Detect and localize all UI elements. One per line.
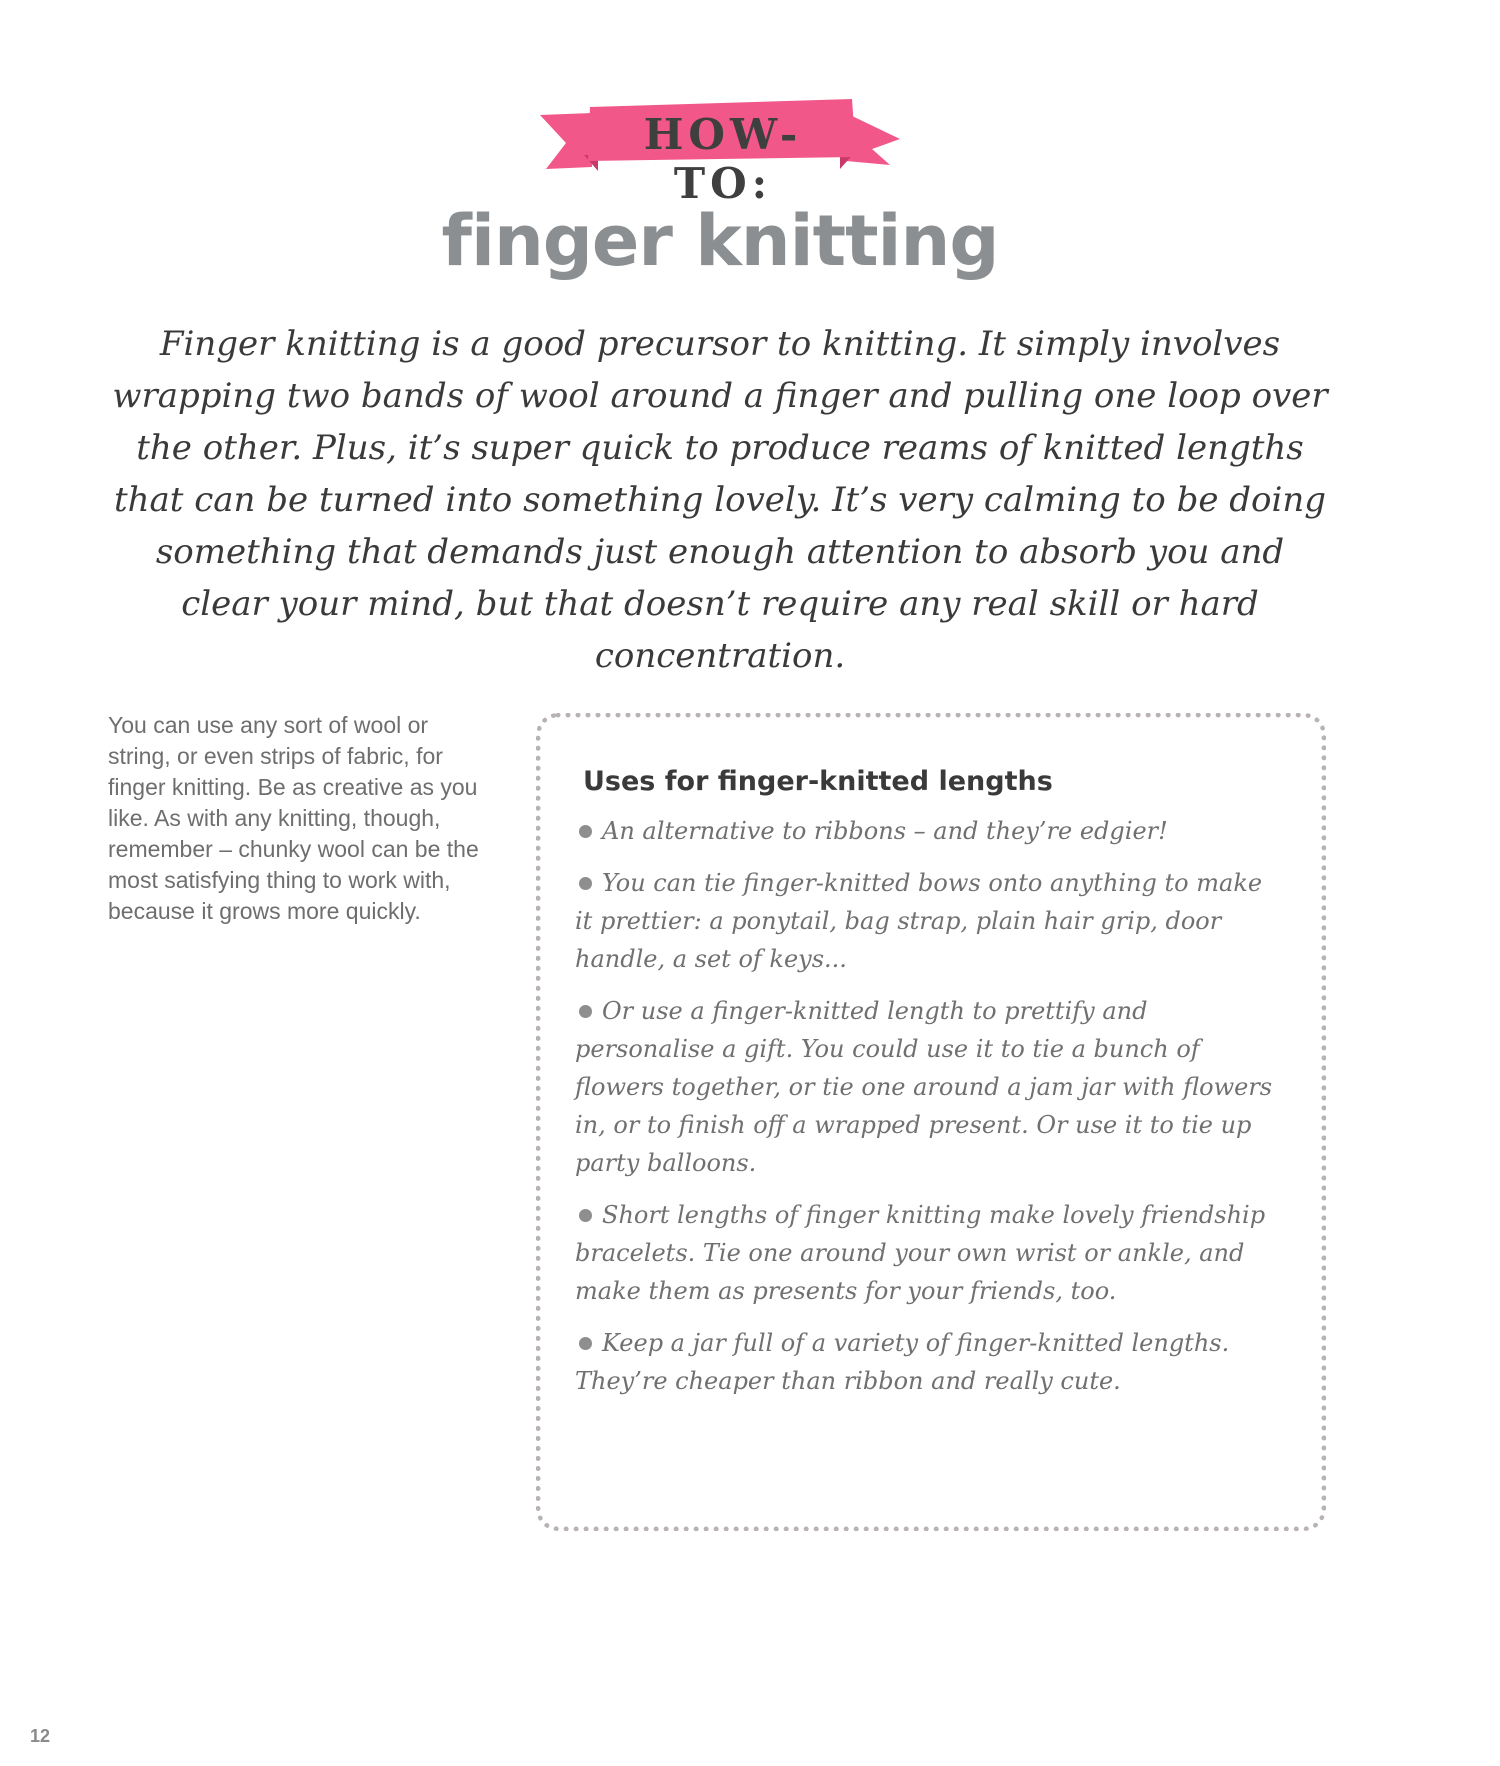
- list-item-text: Or use a finger-knitted length to prettify and personalise a gift. You could use it to tie a bunch of flowers together, or tie one around a jam jar with flowers in, or to finish off a wrapped present. Or use it to tie up party balloons.: [575, 997, 1273, 1177]
- uses-list: [575, 812, 1275, 1414]
- intro-paragraph: Finger knitting is a good precursor to knitting. It simply involves wrapping two bands of wool around a finger and pulling one loop over the other. Plus, it’s super quick to produce reams of knitted lengths that can be turned into something lovely. It’s very calming to be doing something that demands just enough attention to absorb you and clear your mind, but that doesn’t require any real skill or hard concentration.: [112, 324, 1328, 676]
- bullet-icon: [579, 825, 592, 838]
- uses-box-title: Uses for finger-knitted lengths: [583, 766, 1053, 797]
- list-item-text: You can tie finger-knitted bows onto anything to make it prettier: a ponytail, bag strap, plain hair grip, door handle, a set of keys...: [575, 869, 1263, 973]
- bullet-icon: [579, 877, 592, 890]
- ribbon-left-tail: [540, 113, 592, 169]
- list-item: [575, 992, 1275, 1182]
- bullet-icon: [579, 1337, 592, 1350]
- list-item-text: Short lengths of finger knitting make lovely friendship bracelets. Tie one around your own wrist or ankle, and make them as presents for your friends, too.: [575, 1201, 1266, 1305]
- list-item-text: An alternative to ribbons – and they’re edgier!: [602, 817, 1168, 845]
- page-number: 12: [30, 1726, 51, 1746]
- list-item: [575, 1324, 1275, 1400]
- list-item: [575, 1196, 1275, 1310]
- list-item: [575, 812, 1275, 850]
- page-title: finger knitting: [441, 200, 999, 282]
- bullet-icon: [579, 1005, 592, 1018]
- banner-label: HOW-TO:: [643, 110, 803, 208]
- bullet-icon: [579, 1209, 592, 1222]
- uses-box: [536, 713, 1326, 1531]
- list-item-text: Keep a jar full of a variety of finger-knitted lengths. They’re cheaper than ribbon and really cute.: [575, 1329, 1230, 1395]
- side-note: You can use any sort of wool or string, or even strips of fabric, for finger knitting. Be as creative as you like. As with any knitting, though, remember – chunky wool can be the most satisfying thing to work with, because it grows more quickly.: [108, 712, 479, 924]
- list-item: [575, 864, 1275, 978]
- how-to-banner: [540, 95, 900, 208]
